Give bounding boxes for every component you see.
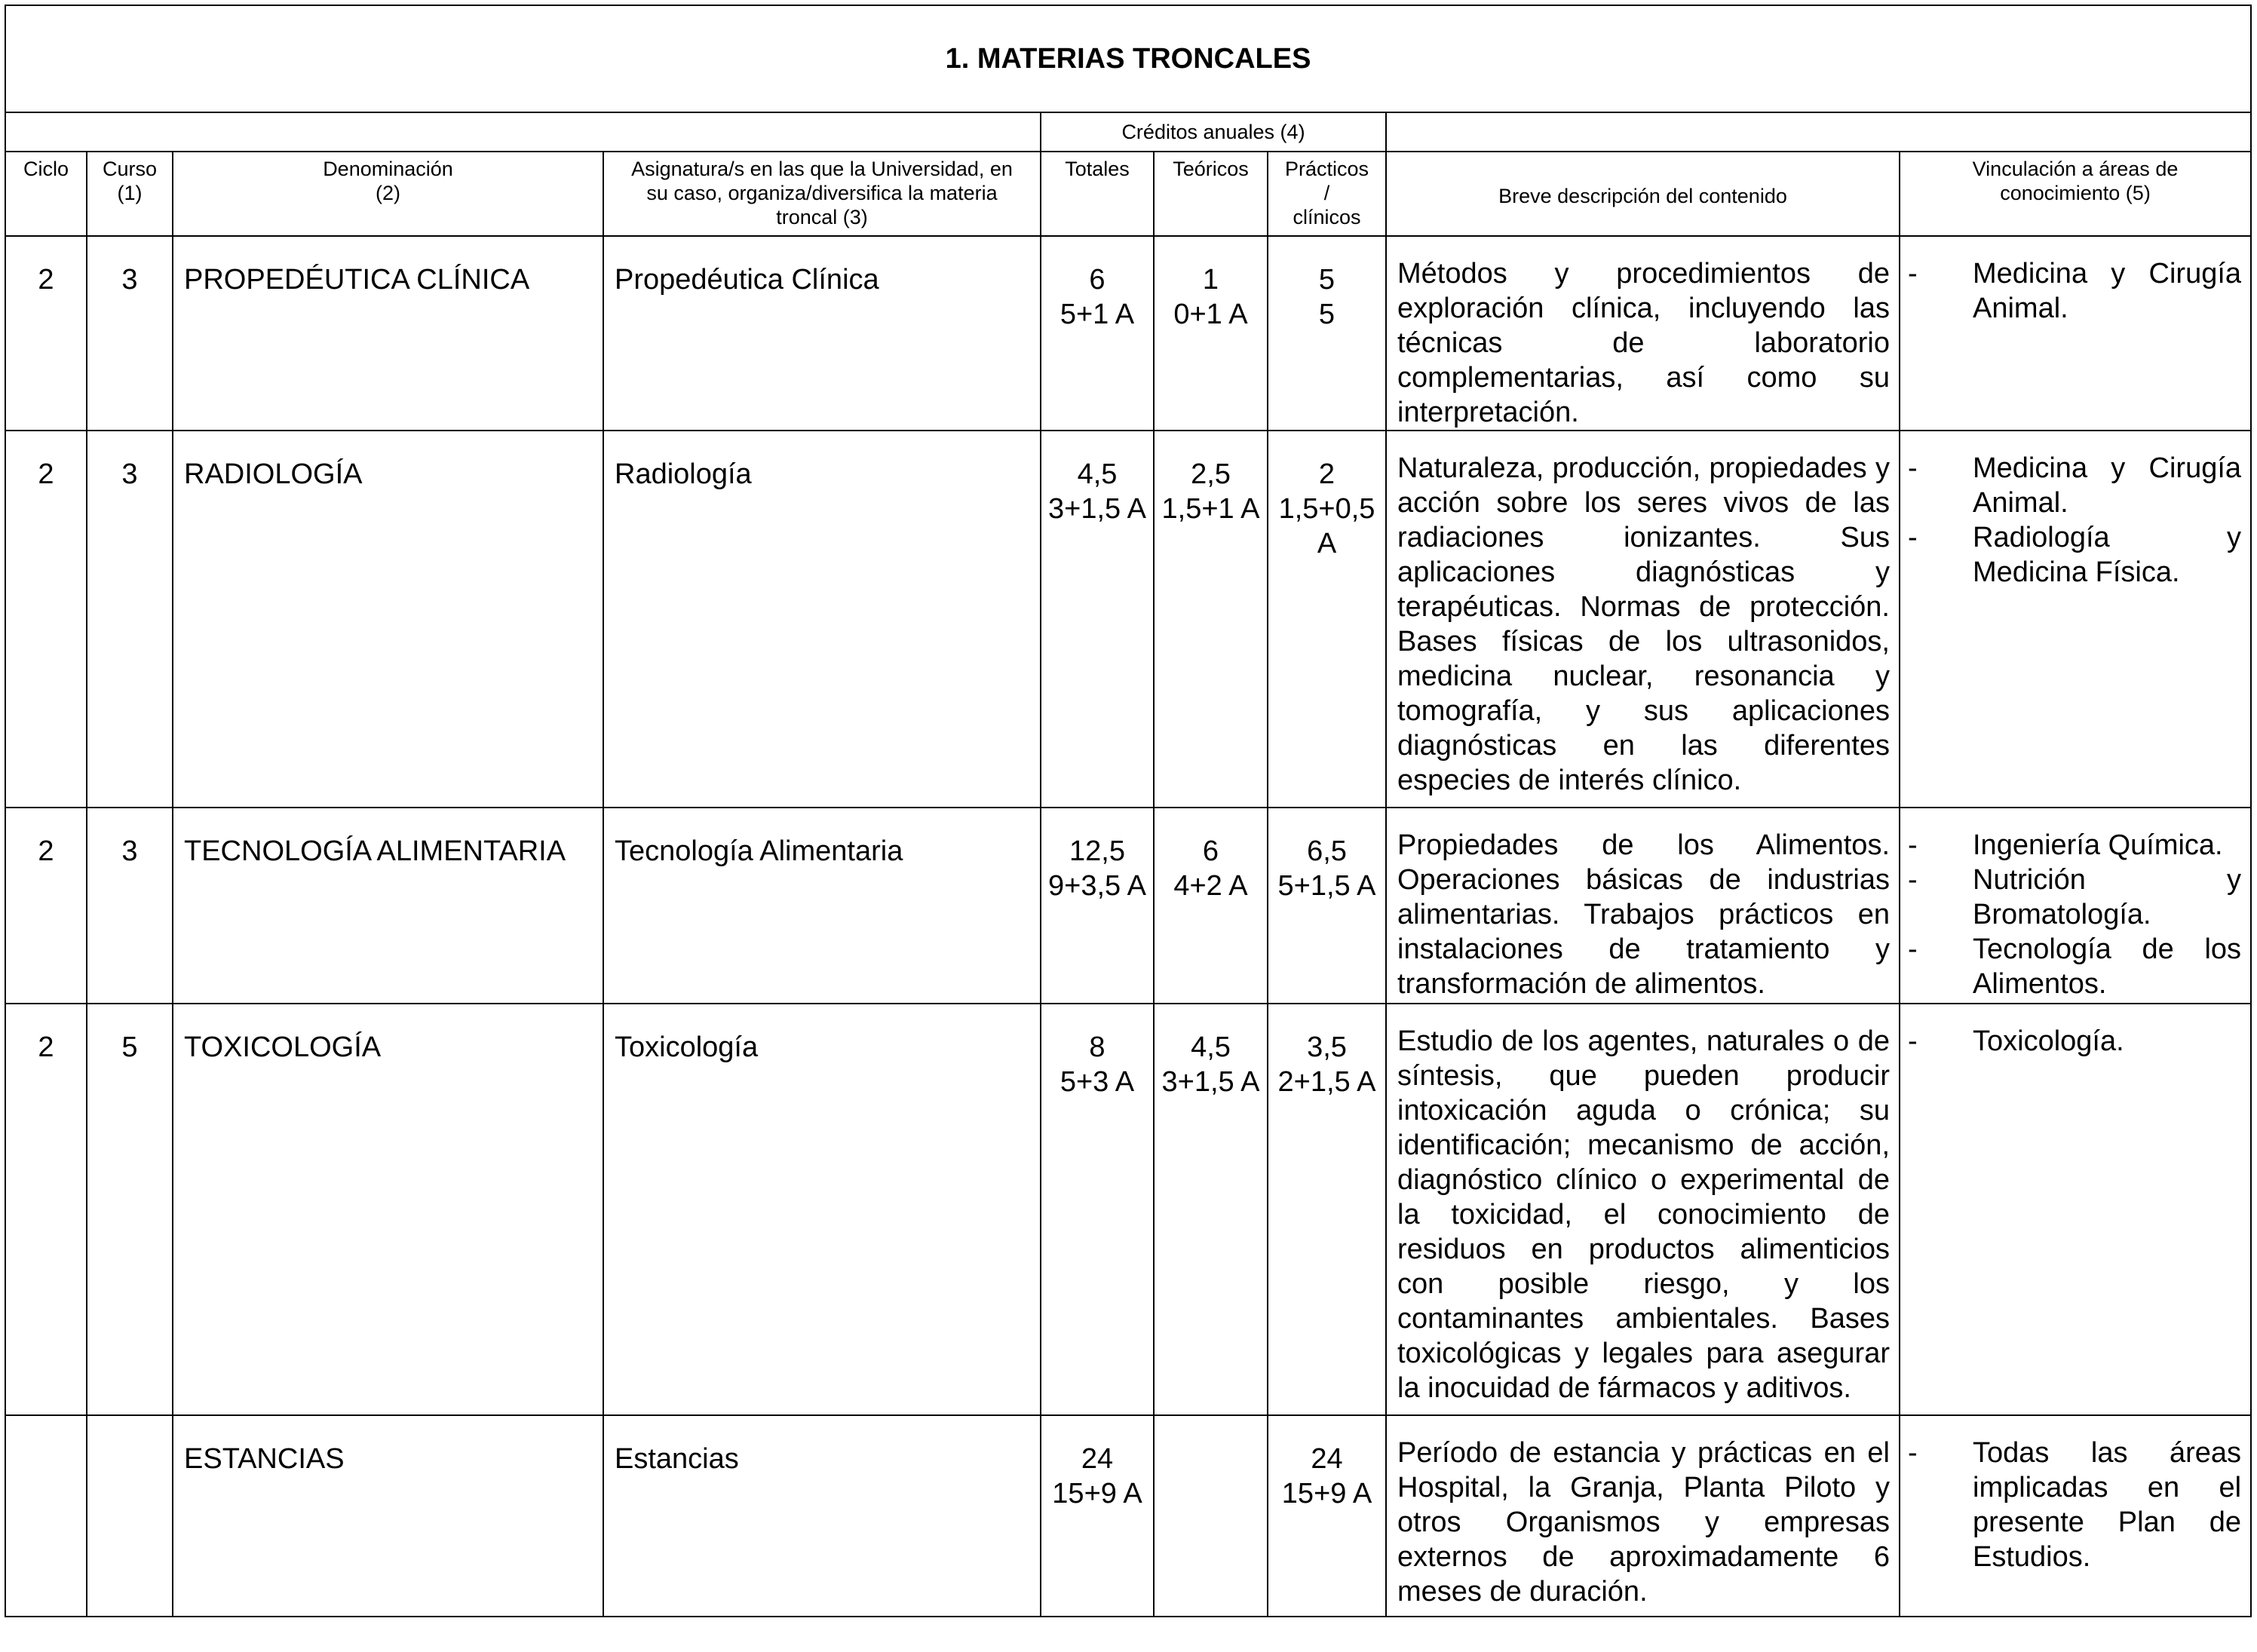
cell-totales: 24 15+9 A bbox=[1041, 1415, 1154, 1617]
cell-denominacion: ESTANCIAS bbox=[173, 1415, 603, 1617]
header-teoricos: Teóricos bbox=[1154, 152, 1268, 236]
table-row bbox=[5, 431, 2251, 808]
cell-practicos: 6,5 5+1,5 A bbox=[1268, 808, 1386, 1004]
cell-curso: 5 bbox=[87, 1004, 173, 1415]
cell-vinculacion bbox=[1900, 1004, 2251, 1415]
area-item: - Radiología y Medicina Física. bbox=[1908, 522, 2242, 588]
cell-teoricos: 2,5 1,5+1 A bbox=[1154, 431, 1268, 808]
header-spacer bbox=[5, 112, 1041, 152]
cell-teoricos: 4,5 3+1,5 A bbox=[1154, 1004, 1268, 1415]
cell-denominacion: PROPEDÉUTICA CLÍNICA bbox=[173, 236, 603, 431]
cell-descripcion: Período de estancia y prácticas en el Hospital, la Granja, Planta Piloto y otros Organismos y empresas externos de aproximadamente 6 meses de duración. bbox=[1386, 1415, 1900, 1617]
cell-asignatura: Tecnología Alimentaria bbox=[603, 808, 1041, 1004]
header-asignatura: Asignatura/s en las que la Universidad, en su caso, organiza/diversifica la materia troncal (3) bbox=[603, 152, 1041, 236]
cell-teoricos: 1 0+1 A bbox=[1154, 236, 1268, 431]
cell-practicos: 5 5 bbox=[1268, 236, 1386, 431]
cell-curso: 3 bbox=[87, 431, 173, 808]
cell-asignatura: Radiología bbox=[603, 431, 1041, 808]
cell-curso: 3 bbox=[87, 808, 173, 1004]
table-row bbox=[5, 1415, 2251, 1617]
cell-totales: 6 5+1 A bbox=[1041, 236, 1154, 431]
area-item: - Tecnología de los Alimentos. bbox=[1908, 933, 2242, 1000]
cell-asignatura: Estancias bbox=[603, 1415, 1041, 1617]
cell-vinculacion bbox=[1900, 1415, 2251, 1617]
cell-ciclo: 2 bbox=[5, 1004, 87, 1415]
cell-denominacion: RADIOLOGÍA bbox=[173, 431, 603, 808]
header-vinculacion: Vinculación a áreas de conocimiento (5) bbox=[1900, 152, 2251, 236]
cell-ciclo bbox=[5, 1415, 87, 1617]
cell-totales: 12,5 9+3,5 A bbox=[1041, 808, 1154, 1004]
cell-asignatura: Toxicología bbox=[603, 1004, 1041, 1415]
cell-denominacion: TOXICOLOGÍA bbox=[173, 1004, 603, 1415]
cell-totales: 8 5+3 A bbox=[1041, 1004, 1154, 1415]
area-item: - Ingeniería Química. bbox=[1908, 829, 2223, 861]
cell-practicos: 2 1,5+0,5 A bbox=[1268, 431, 1386, 808]
header-spacer-right bbox=[1386, 112, 2251, 152]
header-ciclo: Ciclo bbox=[5, 152, 87, 236]
cell-vinculacion bbox=[1900, 431, 2251, 808]
credits-group-header: Créditos anuales (4) bbox=[1041, 112, 1386, 152]
table-row bbox=[5, 236, 2251, 431]
header-descripcion: Breve descripción del contenido bbox=[1386, 152, 1900, 236]
area-item: - Nutrición y Bromatología. bbox=[1908, 864, 2242, 930]
cell-descripcion: Propiedades de los Alimentos. Operaciones básicas de industrias alimentarias. Trabajos prácticos en instalaciones de tratamiento y transformación de alimentos. bbox=[1386, 808, 1900, 1004]
table-row bbox=[5, 1004, 2251, 1415]
cell-teoricos: 6 4+2 A bbox=[1154, 808, 1268, 1004]
cell-totales: 4,5 3+1,5 A bbox=[1041, 431, 1154, 808]
header-curso: Curso (1) bbox=[87, 152, 173, 236]
cell-descripcion: Estudio de los agentes, naturales o de síntesis, que pueden producir intoxicación aguda o crónica; su identificación; mecanismo de acción, diagnóstico clínico o experimental de la toxicidad, el conocimiento de residuos en productos alimenticios con posible riesgo, y los contaminantes ambientales. Bases toxicológicas y legales para asegurar la inocuidad de fármacos y aditivos. bbox=[1386, 1004, 1900, 1415]
cell-practicos: 3,5 2+1,5 A bbox=[1268, 1004, 1386, 1415]
cell-practicos: 24 15+9 A bbox=[1268, 1415, 1386, 1617]
cell-teoricos bbox=[1154, 1415, 1268, 1617]
cell-descripcion: Métodos y procedimientos de exploración clínica, incluyendo las técnicas de laboratorio complementarias, así como su interpretación. bbox=[1386, 236, 1900, 431]
troncales-table bbox=[5, 5, 2252, 1617]
cell-ciclo: 2 bbox=[5, 236, 87, 431]
cell-asignatura: Propedéutica Clínica bbox=[603, 236, 1041, 431]
header-denominacion: Denominación (2) bbox=[173, 152, 603, 236]
table-row bbox=[5, 808, 2251, 1004]
cell-ciclo: 2 bbox=[5, 431, 87, 808]
page-title: 1. MATERIAS TRONCALES bbox=[5, 5, 2251, 112]
area-item: - Medicina y Cirugía Animal. bbox=[1908, 452, 2242, 519]
cell-curso bbox=[87, 1415, 173, 1617]
cell-descripcion: Naturaleza, producción, propiedades y acción sobre los seres vivos de las radiaciones ionizantes. Sus aplicaciones diagnósticas y terapéuticas. Normas de protección. Bases físicas de los ultrasonidos, medicina nuclear, resonancia y tomografía, y sus aplicaciones diagnósticas en las diferentes especies de interés clínico. bbox=[1386, 431, 1900, 808]
header-totales: Totales bbox=[1041, 152, 1154, 236]
area-item: - Todas las áreas implicadas en el presente Plan de Estudios. bbox=[1908, 1437, 2242, 1573]
cell-ciclo: 2 bbox=[5, 808, 87, 1004]
area-item: - Medicina y Cirugía Animal. bbox=[1908, 258, 2242, 324]
cell-vinculacion bbox=[1900, 808, 2251, 1004]
area-item: - Toxicología. bbox=[1908, 1025, 2124, 1057]
cell-denominacion: TECNOLOGÍA ALIMENTARIA bbox=[173, 808, 603, 1004]
cell-vinculacion bbox=[1900, 236, 2251, 431]
cell-curso: 3 bbox=[87, 236, 173, 431]
header-practicos: Prácticos / clínicos bbox=[1268, 152, 1386, 236]
